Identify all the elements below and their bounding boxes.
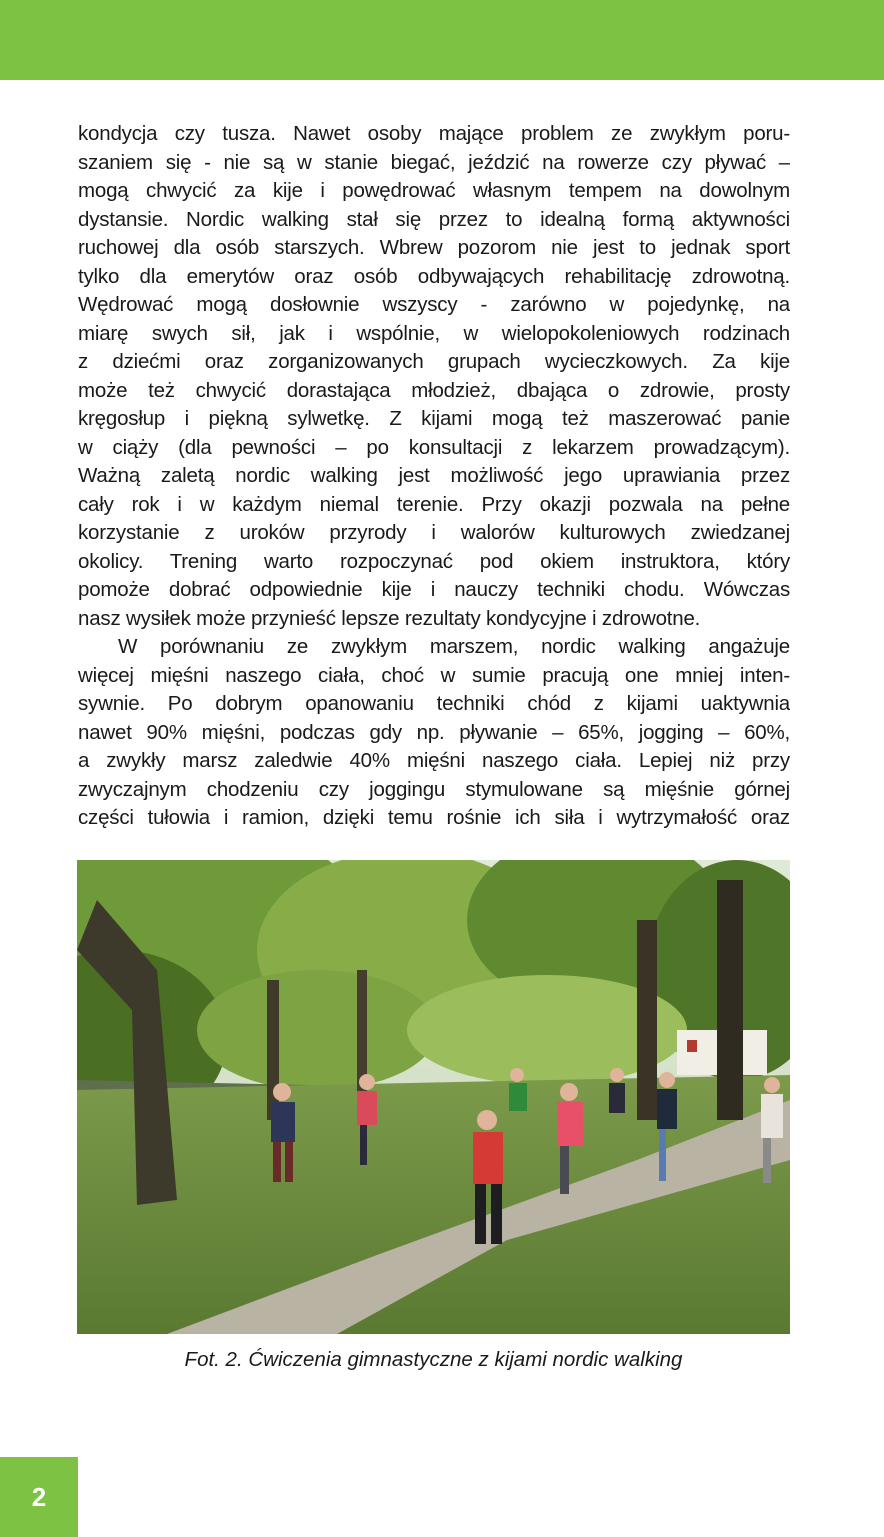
page-number: 2 — [0, 1457, 78, 1537]
text-line: miarę swych sił, jak i wspólnie, w wielopokoleniowych rodzinach — [78, 321, 790, 345]
text-line: tylko dla emerytów oraz osób odbywających rehabilitację zdrowotną. — [78, 264, 790, 288]
header-band — [0, 0, 884, 80]
text-line: części tułowia i ramion, dzięki temu rośnie ich siła i wytrzymałość oraz — [78, 806, 790, 829]
text-line: w ciąży (dla pewności – po konsultacji z lekarzem prowadzącym). — [78, 435, 790, 459]
nordic-walking-photo — [77, 860, 790, 1334]
text-line: korzystanie z uroków przyrody i walorów kulturowych zwiedzanej — [78, 521, 790, 544]
text-line: ruchowej dla osób starszych. Wbrew pozorom nie jest to jednak sport — [78, 236, 790, 259]
article-text — [78, 120, 790, 833]
text-line: kręgosłup i piękną sylwetkę. Z kijami mogą też maszerować panie — [78, 407, 790, 430]
text-line: okolicy. Trening warto rozpoczynać pod okiem instruktora, który — [78, 549, 790, 573]
text-line: a zwykły marsz zaledwie 40% mięśni naszego ciała. Lepiej niż przy — [78, 749, 790, 772]
text-line: z dziećmi oraz zorganizowanych grupach wycieczkowych. Za kije — [78, 350, 790, 373]
text-line: dystansie. Nordic walking stał się przez to idealną formą aktywności — [78, 207, 790, 231]
text-line: cały rok i w każdym niemal terenie. Przy okazji pozwala na pełne — [78, 492, 790, 516]
text-line: Ważną zaletą nordic walking jest możliwość jego uprawiania przez — [78, 464, 790, 487]
text-line: więcej mięśni naszego ciała, choć w sumie pracują one mniej inten- — [78, 663, 790, 687]
text-line: zwyczajnym chodzeniu czy joggingu stymulowane są mięśnie górnej — [78, 777, 790, 801]
text-line: może też chwycić dorastająca młodzież, dbająca o zdrowie, prosty — [78, 378, 790, 402]
text-line: sywnie. Po dobrym opanowaniu techniki chód z kijami uaktywnia — [78, 692, 790, 715]
text-line: mogą chwycić za kije i powędrować własnym tempem na dowolnym — [78, 179, 790, 202]
text-line: Wędrować mogą dosłownie wszyscy - zarówno w pojedynkę, na — [78, 293, 790, 316]
text-line: W porównaniu ze zwykłym marszem, nordic walking angażuje — [118, 635, 790, 658]
text-line: nawet 90% mięśni, podczas gdy np. pływanie – 65%, jogging – 60%, — [78, 720, 790, 744]
text-line: kondycja czy tusza. Nawet osoby mające problem ze zwykłym poru- — [78, 122, 790, 145]
text-line: nasz wysiłek może przynieść lepsze rezultaty kondycyjne i zdrowotne. — [78, 606, 701, 630]
text-line: szaniem się - nie są w stanie biegać, jeździć na rowerze czy pływać – — [78, 150, 790, 174]
text-line: pomoże dobrać odpowiednie kije i nauczy techniki chodu. Wówczas — [78, 578, 790, 601]
photo-caption: Fot. 2. Ćwiczenia gimnastyczne z kijami nordic walking — [184, 1348, 683, 1371]
